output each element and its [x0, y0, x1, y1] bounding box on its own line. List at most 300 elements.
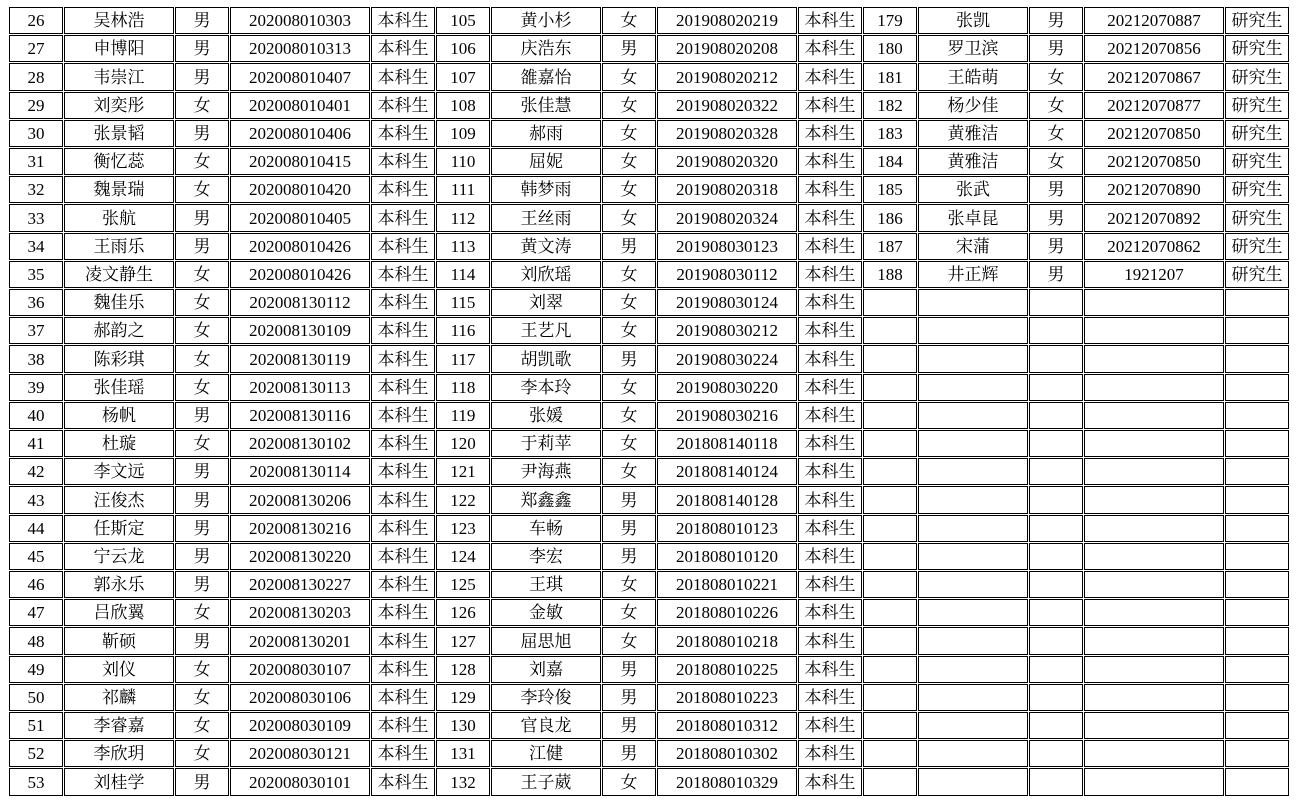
student-roster-table [8, 6, 1290, 797]
student-id-cell: 201808010226 [657, 599, 797, 626]
student-id-cell: 20212070862 [1084, 233, 1224, 260]
student-name-cell: 王皓萌 [918, 63, 1028, 90]
row-number-cell: 129 [436, 684, 490, 711]
row-number-cell [863, 571, 917, 598]
student-id-cell: 202008130116 [230, 402, 370, 429]
student-name-cell [918, 571, 1028, 598]
gender-cell: 女 [1029, 63, 1083, 90]
gender-cell [1029, 430, 1083, 457]
student-name-cell: 刘奕彤 [64, 92, 174, 119]
student-type-cell [1225, 515, 1289, 542]
row-number-cell [863, 515, 917, 542]
student-type-cell: 本科生 [371, 233, 435, 260]
student-id-cell: 201808010312 [657, 712, 797, 739]
gender-cell: 女 [175, 374, 229, 401]
student-type-cell [1225, 740, 1289, 767]
student-type-cell: 研究生 [1225, 261, 1289, 288]
gender-cell: 男 [602, 712, 656, 739]
gender-cell: 女 [602, 374, 656, 401]
student-type-cell [1225, 656, 1289, 683]
row-number-cell: 46 [9, 571, 63, 598]
student-name-cell: 杜璇 [64, 430, 174, 457]
row-number-cell: 122 [436, 486, 490, 513]
student-id-cell [1084, 543, 1224, 570]
student-id-cell: 202008130112 [230, 289, 370, 316]
row-number-cell [863, 345, 917, 372]
row-number-cell: 53 [9, 768, 63, 796]
student-id-cell [1084, 289, 1224, 316]
student-type-cell: 本科生 [798, 740, 862, 767]
table-row [9, 204, 1289, 231]
student-name-cell: 张凯 [918, 7, 1028, 34]
row-number-cell: 33 [9, 204, 63, 231]
row-number-cell: 183 [863, 120, 917, 147]
student-name-cell: 王丝雨 [491, 204, 601, 231]
student-name-cell: 张媛 [491, 402, 601, 429]
table-row [9, 458, 1289, 485]
gender-cell: 男 [1029, 261, 1083, 288]
student-name-cell: 罗卫滨 [918, 35, 1028, 62]
student-type-cell: 本科生 [798, 571, 862, 598]
student-type-cell: 本科生 [798, 120, 862, 147]
gender-cell: 女 [602, 430, 656, 457]
student-type-cell: 本科生 [371, 740, 435, 767]
table-row [9, 35, 1289, 62]
student-type-cell: 研究生 [1225, 35, 1289, 62]
student-name-cell: 李欣玥 [64, 740, 174, 767]
gender-cell: 女 [1029, 92, 1083, 119]
row-number-cell [863, 656, 917, 683]
student-id-cell: 201908020318 [657, 176, 797, 203]
student-type-cell: 本科生 [371, 458, 435, 485]
student-id-cell [1084, 458, 1224, 485]
student-name-cell: 黄雅洁 [918, 120, 1028, 147]
student-name-cell [918, 486, 1028, 513]
student-type-cell: 本科生 [798, 656, 862, 683]
row-number-cell: 113 [436, 233, 490, 260]
student-name-cell: 陈彩琪 [64, 345, 174, 372]
row-number-cell: 31 [9, 148, 63, 175]
student-type-cell: 本科生 [371, 261, 435, 288]
row-number-cell: 45 [9, 543, 63, 570]
row-number-cell: 28 [9, 63, 63, 90]
row-number-cell: 26 [9, 7, 63, 34]
student-name-cell: 黄小杉 [491, 7, 601, 34]
student-id-cell: 201808010221 [657, 571, 797, 598]
student-type-cell [1225, 712, 1289, 739]
student-name-cell [918, 402, 1028, 429]
student-name-cell: 张卓昆 [918, 204, 1028, 231]
student-id-cell: 202008130220 [230, 543, 370, 570]
student-type-cell: 本科生 [798, 768, 862, 796]
gender-cell: 女 [175, 92, 229, 119]
student-name-cell: 张景韬 [64, 120, 174, 147]
row-number-cell [863, 486, 917, 513]
table-row [9, 486, 1289, 513]
student-name-cell: 魏佳乐 [64, 289, 174, 316]
row-number-cell: 107 [436, 63, 490, 90]
student-type-cell: 本科生 [371, 176, 435, 203]
student-name-cell: 胡凯歌 [491, 345, 601, 372]
student-type-cell: 本科生 [371, 120, 435, 147]
student-name-cell: 刘欣瑶 [491, 261, 601, 288]
student-id-cell: 201908020212 [657, 63, 797, 90]
gender-cell: 男 [175, 515, 229, 542]
row-number-cell: 118 [436, 374, 490, 401]
gender-cell: 男 [602, 740, 656, 767]
student-table-body [9, 7, 1289, 796]
student-id-cell: 20212070856 [1084, 35, 1224, 62]
student-type-cell: 研究生 [1225, 120, 1289, 147]
student-name-cell: 刘仪 [64, 656, 174, 683]
student-name-cell [918, 317, 1028, 344]
student-name-cell: 任斯定 [64, 515, 174, 542]
gender-cell: 女 [175, 148, 229, 175]
row-number-cell: 112 [436, 204, 490, 231]
student-id-cell: 201908030124 [657, 289, 797, 316]
table-row [9, 627, 1289, 654]
gender-cell: 男 [175, 768, 229, 796]
student-type-cell: 本科生 [798, 486, 862, 513]
student-type-cell: 本科生 [371, 712, 435, 739]
student-id-cell: 202008130109 [230, 317, 370, 344]
gender-cell [1029, 374, 1083, 401]
table-row [9, 768, 1289, 796]
table-row [9, 571, 1289, 598]
student-id-cell: 201808010120 [657, 543, 797, 570]
student-type-cell: 本科生 [798, 261, 862, 288]
student-type-cell: 本科生 [798, 148, 862, 175]
table-row [9, 430, 1289, 457]
row-number-cell [863, 599, 917, 626]
gender-cell: 男 [175, 543, 229, 570]
row-number-cell: 51 [9, 712, 63, 739]
student-id-cell: 202008010313 [230, 35, 370, 62]
student-type-cell [1225, 345, 1289, 372]
row-number-cell: 119 [436, 402, 490, 429]
row-number-cell: 52 [9, 740, 63, 767]
gender-cell [1029, 571, 1083, 598]
student-name-cell: 杨帆 [64, 402, 174, 429]
row-number-cell [863, 627, 917, 654]
row-number-cell: 39 [9, 374, 63, 401]
gender-cell: 女 [602, 176, 656, 203]
student-type-cell: 本科生 [371, 486, 435, 513]
table-row [9, 599, 1289, 626]
row-number-cell: 109 [436, 120, 490, 147]
gender-cell [1029, 627, 1083, 654]
student-type-cell: 本科生 [798, 35, 862, 62]
student-id-cell: 201808140118 [657, 430, 797, 457]
student-type-cell: 本科生 [371, 204, 435, 231]
student-id-cell [1084, 656, 1224, 683]
student-type-cell: 研究生 [1225, 176, 1289, 203]
table-row [9, 63, 1289, 90]
student-type-cell: 本科生 [798, 458, 862, 485]
row-number-cell: 180 [863, 35, 917, 62]
student-name-cell [918, 712, 1028, 739]
student-name-cell: 屈思旭 [491, 627, 601, 654]
student-name-cell: 申博阳 [64, 35, 174, 62]
student-type-cell: 本科生 [798, 92, 862, 119]
gender-cell: 男 [602, 656, 656, 683]
gender-cell [1029, 656, 1083, 683]
table-row [9, 515, 1289, 542]
student-id-cell [1084, 740, 1224, 767]
gender-cell: 女 [602, 204, 656, 231]
row-number-cell [863, 458, 917, 485]
student-id-cell: 201908020219 [657, 7, 797, 34]
student-name-cell [918, 515, 1028, 542]
gender-cell: 男 [602, 486, 656, 513]
row-number-cell: 115 [436, 289, 490, 316]
student-name-cell [918, 345, 1028, 372]
student-type-cell: 本科生 [371, 402, 435, 429]
student-name-cell: 屈妮 [491, 148, 601, 175]
student-id-cell [1084, 430, 1224, 457]
student-id-cell: 202008030107 [230, 656, 370, 683]
gender-cell [1029, 458, 1083, 485]
student-name-cell: 魏景瑞 [64, 176, 174, 203]
student-id-cell: 20212070877 [1084, 92, 1224, 119]
student-id-cell: 201908020324 [657, 204, 797, 231]
student-type-cell: 本科生 [798, 204, 862, 231]
student-type-cell [1225, 768, 1289, 796]
student-id-cell: 201908030224 [657, 345, 797, 372]
row-number-cell: 36 [9, 289, 63, 316]
student-name-cell: 宁云龙 [64, 543, 174, 570]
row-number-cell: 32 [9, 176, 63, 203]
student-id-cell: 20212070890 [1084, 176, 1224, 203]
student-id-cell: 202008130227 [230, 571, 370, 598]
gender-cell: 男 [602, 684, 656, 711]
student-id-cell: 202008010406 [230, 120, 370, 147]
table-row [9, 656, 1289, 683]
gender-cell: 女 [602, 317, 656, 344]
student-id-cell: 202008130216 [230, 515, 370, 542]
student-type-cell: 本科生 [798, 63, 862, 90]
student-type-cell: 本科生 [371, 768, 435, 796]
table-row [9, 261, 1289, 288]
gender-cell [1029, 599, 1083, 626]
student-type-cell: 研究生 [1225, 204, 1289, 231]
student-id-cell: 202008130203 [230, 599, 370, 626]
student-name-cell: 车畅 [491, 515, 601, 542]
student-type-cell [1225, 571, 1289, 598]
gender-cell [1029, 740, 1083, 767]
student-name-cell: 郑鑫鑫 [491, 486, 601, 513]
gender-cell: 女 [175, 740, 229, 767]
student-name-cell [918, 543, 1028, 570]
student-name-cell: 韩梦雨 [491, 176, 601, 203]
student-type-cell: 本科生 [371, 684, 435, 711]
student-name-cell: 王子葳 [491, 768, 601, 796]
row-number-cell: 121 [436, 458, 490, 485]
student-id-cell [1084, 684, 1224, 711]
student-type-cell: 本科生 [798, 627, 862, 654]
table-row [9, 740, 1289, 767]
student-id-cell: 202008030106 [230, 684, 370, 711]
row-number-cell: 44 [9, 515, 63, 542]
row-number-cell: 184 [863, 148, 917, 175]
gender-cell [1029, 543, 1083, 570]
row-number-cell: 40 [9, 402, 63, 429]
gender-cell: 女 [175, 261, 229, 288]
gender-cell [1029, 345, 1083, 372]
table-row [9, 684, 1289, 711]
row-number-cell: 43 [9, 486, 63, 513]
student-name-cell: 王艺凡 [491, 317, 601, 344]
row-number-cell: 41 [9, 430, 63, 457]
row-number-cell: 127 [436, 627, 490, 654]
gender-cell: 男 [1029, 35, 1083, 62]
student-type-cell [1225, 684, 1289, 711]
student-id-cell: 201908030212 [657, 317, 797, 344]
student-type-cell: 本科生 [371, 599, 435, 626]
student-name-cell: 刘翠 [491, 289, 601, 316]
gender-cell: 女 [175, 712, 229, 739]
row-number-cell: 27 [9, 35, 63, 62]
gender-cell [1029, 515, 1083, 542]
student-type-cell [1225, 458, 1289, 485]
student-name-cell: 黄文涛 [491, 233, 601, 260]
student-name-cell: 吴林浩 [64, 7, 174, 34]
student-type-cell [1225, 317, 1289, 344]
row-number-cell: 34 [9, 233, 63, 260]
student-name-cell [918, 458, 1028, 485]
row-number-cell: 185 [863, 176, 917, 203]
student-name-cell: 刘嘉 [491, 656, 601, 683]
student-type-cell: 本科生 [371, 430, 435, 457]
row-number-cell [863, 402, 917, 429]
student-type-cell: 本科生 [371, 345, 435, 372]
gender-cell: 男 [175, 571, 229, 598]
table-row [9, 402, 1289, 429]
student-name-cell: 李本玲 [491, 374, 601, 401]
row-number-cell: 108 [436, 92, 490, 119]
row-number-cell: 47 [9, 599, 63, 626]
row-number-cell: 111 [436, 176, 490, 203]
row-number-cell: 125 [436, 571, 490, 598]
student-type-cell [1225, 486, 1289, 513]
gender-cell [1029, 712, 1083, 739]
gender-cell: 男 [175, 63, 229, 90]
row-number-cell: 182 [863, 92, 917, 119]
gender-cell: 男 [1029, 176, 1083, 203]
gender-cell: 女 [602, 571, 656, 598]
student-type-cell [1225, 599, 1289, 626]
student-name-cell: 庆浩东 [491, 35, 601, 62]
student-name-cell [918, 289, 1028, 316]
row-number-cell: 120 [436, 430, 490, 457]
gender-cell [1029, 768, 1083, 796]
student-id-cell: 202008030109 [230, 712, 370, 739]
row-number-cell [863, 289, 917, 316]
student-name-cell: 尹海燕 [491, 458, 601, 485]
student-id-cell: 201808010218 [657, 627, 797, 654]
student-type-cell: 本科生 [371, 374, 435, 401]
student-id-cell [1084, 345, 1224, 372]
gender-cell: 男 [602, 233, 656, 260]
gender-cell [1029, 289, 1083, 316]
student-id-cell: 202008030101 [230, 768, 370, 796]
row-number-cell: 131 [436, 740, 490, 767]
row-number-cell: 124 [436, 543, 490, 570]
student-id-cell: 201908030216 [657, 402, 797, 429]
row-number-cell: 29 [9, 92, 63, 119]
gender-cell: 女 [602, 627, 656, 654]
student-type-cell: 研究生 [1225, 148, 1289, 175]
student-type-cell: 本科生 [798, 7, 862, 34]
student-name-cell [918, 627, 1028, 654]
gender-cell: 女 [175, 599, 229, 626]
row-number-cell: 38 [9, 345, 63, 372]
gender-cell: 男 [175, 120, 229, 147]
row-number-cell: 105 [436, 7, 490, 34]
gender-cell: 男 [175, 627, 229, 654]
student-id-cell: 201908020320 [657, 148, 797, 175]
student-name-cell: 官良龙 [491, 712, 601, 739]
row-number-cell: 187 [863, 233, 917, 260]
student-id-cell [1084, 599, 1224, 626]
student-name-cell: 黄雅洁 [918, 148, 1028, 175]
student-name-cell [918, 374, 1028, 401]
gender-cell: 男 [602, 35, 656, 62]
gender-cell: 男 [175, 486, 229, 513]
row-number-cell [863, 430, 917, 457]
gender-cell: 女 [175, 289, 229, 316]
gender-cell: 女 [602, 599, 656, 626]
student-id-cell: 20212070850 [1084, 120, 1224, 147]
gender-cell: 女 [175, 345, 229, 372]
student-name-cell: 金敏 [491, 599, 601, 626]
student-name-cell: 雒嘉怡 [491, 63, 601, 90]
table-row [9, 176, 1289, 203]
gender-cell: 女 [602, 92, 656, 119]
student-name-cell: 靳硕 [64, 627, 174, 654]
row-number-cell [863, 740, 917, 767]
gender-cell: 女 [1029, 148, 1083, 175]
student-type-cell [1225, 627, 1289, 654]
student-type-cell: 本科生 [798, 289, 862, 316]
student-id-cell: 202008030121 [230, 740, 370, 767]
student-name-cell: 李睿嘉 [64, 712, 174, 739]
student-id-cell [1084, 317, 1224, 344]
row-number-cell: 49 [9, 656, 63, 683]
student-id-cell: 202008010415 [230, 148, 370, 175]
student-type-cell: 本科生 [371, 35, 435, 62]
student-id-cell [1084, 712, 1224, 739]
student-type-cell: 本科生 [371, 515, 435, 542]
student-name-cell: 衡忆蕊 [64, 148, 174, 175]
student-type-cell: 本科生 [371, 92, 435, 119]
student-id-cell: 202008130119 [230, 345, 370, 372]
student-id-cell: 201808010223 [657, 684, 797, 711]
table-row [9, 712, 1289, 739]
student-id-cell: 202008130201 [230, 627, 370, 654]
student-name-cell: 井正辉 [918, 261, 1028, 288]
student-name-cell [918, 684, 1028, 711]
student-type-cell: 本科生 [798, 345, 862, 372]
student-type-cell: 本科生 [798, 684, 862, 711]
student-type-cell: 本科生 [798, 233, 862, 260]
student-type-cell: 研究生 [1225, 92, 1289, 119]
gender-cell [1029, 486, 1083, 513]
student-id-cell: 20212070850 [1084, 148, 1224, 175]
student-type-cell: 本科生 [798, 402, 862, 429]
student-type-cell: 本科生 [371, 543, 435, 570]
row-number-cell: 128 [436, 656, 490, 683]
